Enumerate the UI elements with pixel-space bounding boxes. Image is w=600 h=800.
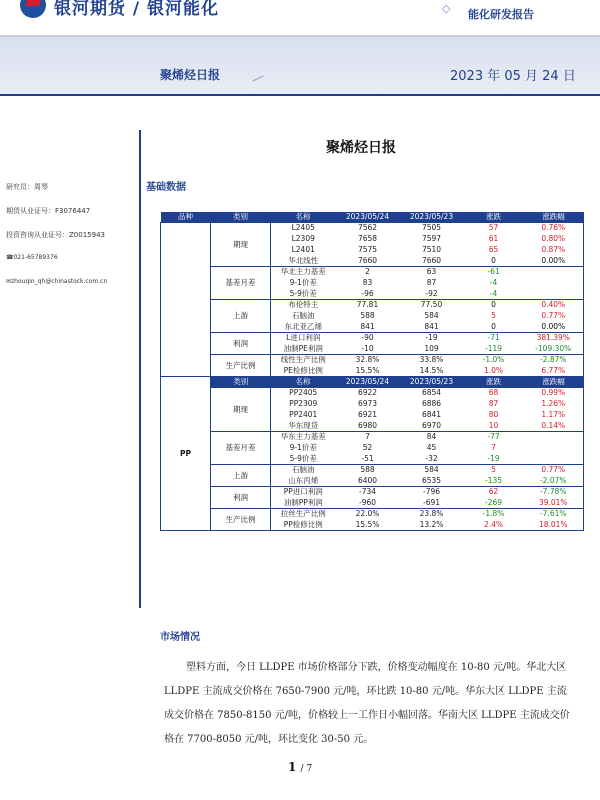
name-cell: 华东主力基差 bbox=[271, 432, 336, 443]
name-cell: PP进口利润 bbox=[271, 487, 336, 498]
basic-data-table bbox=[160, 212, 584, 531]
value-cell: 6921 bbox=[357, 410, 378, 420]
pct-cell: 39.01% bbox=[524, 498, 584, 509]
category-cell: 上游 bbox=[211, 465, 271, 487]
category-cell: 上游 bbox=[211, 300, 271, 333]
name-cell: 5-9价差 bbox=[271, 454, 336, 465]
value-cell: 7505 bbox=[400, 223, 464, 234]
header-cell: 品种 bbox=[161, 212, 211, 223]
product-cell: PP bbox=[161, 377, 211, 531]
change-cell: -71 bbox=[464, 333, 524, 344]
header-cell: 涨跌 bbox=[464, 377, 524, 388]
value-cell: 23.8% bbox=[400, 509, 464, 520]
change-cell: 61 bbox=[488, 234, 499, 244]
value-cell: -51 bbox=[361, 454, 374, 464]
change-cell: 7 bbox=[491, 443, 496, 453]
header-cell: 涨跌幅 bbox=[524, 377, 584, 388]
name-cell: 9-1价差 bbox=[271, 278, 336, 289]
change-cell: 65 bbox=[488, 245, 499, 255]
header-cell: 2023/05/23 bbox=[400, 212, 464, 223]
name-cell: PP2309 bbox=[271, 399, 336, 410]
name-cell: L2401 bbox=[271, 245, 336, 256]
change-cell: 68 bbox=[464, 388, 524, 399]
page-indicator bbox=[288, 760, 312, 774]
value-cell: 109 bbox=[424, 344, 439, 354]
value-cell: 588 bbox=[336, 465, 400, 476]
change-cell: 57 bbox=[464, 223, 524, 234]
value-cell: 2 bbox=[336, 267, 400, 278]
value-cell: 6886 bbox=[421, 399, 442, 409]
band-divider bbox=[0, 94, 600, 96]
table-row bbox=[161, 465, 584, 476]
pct-cell: -7.78% bbox=[524, 487, 584, 498]
change-cell: 87 bbox=[488, 399, 499, 409]
value-cell: 841 bbox=[360, 322, 375, 332]
category-cell: 利润 bbox=[211, 487, 271, 509]
table-header-row bbox=[161, 212, 584, 223]
change-cell: 5 bbox=[464, 465, 524, 476]
value-cell: 6854 bbox=[400, 388, 464, 399]
pct-cell: 18.01% bbox=[524, 520, 584, 531]
futures-license: 期货从业证号：F3076447 bbox=[6, 207, 91, 215]
email-address: ✉zhouqin_qh@chinastock.com.cn bbox=[6, 278, 108, 285]
value-cell: 6535 bbox=[421, 476, 442, 486]
table-row bbox=[161, 333, 584, 344]
top-bar bbox=[0, 0, 600, 32]
value-cell: 52 bbox=[362, 443, 373, 453]
change-cell: -4 bbox=[489, 289, 498, 299]
pct-cell: -7.61% bbox=[524, 509, 584, 520]
value-cell: 33.8% bbox=[400, 355, 464, 366]
value-cell: -19 bbox=[400, 333, 464, 344]
change-cell: 2.4% bbox=[464, 520, 524, 531]
name-cell: 油制PE利润 bbox=[271, 344, 336, 355]
pct-cell: 0.80% bbox=[524, 234, 584, 245]
value-cell: 84 bbox=[400, 432, 464, 443]
pct-cell: 0.87% bbox=[524, 245, 584, 256]
pct-cell: 381.39% bbox=[524, 333, 584, 344]
name-cell: PE检修比例 bbox=[271, 366, 336, 377]
pct-cell: 1.17% bbox=[524, 410, 584, 421]
value-cell: 7658 bbox=[357, 234, 378, 244]
name-cell: 华北线性 bbox=[271, 256, 336, 267]
value-cell: 6970 bbox=[421, 421, 442, 431]
value-cell: 6980 bbox=[357, 421, 378, 431]
value-cell: -734 bbox=[336, 487, 400, 498]
pct-cell: -109.30% bbox=[524, 344, 584, 355]
change-cell: 0 bbox=[464, 300, 524, 311]
name-cell: PP2405 bbox=[271, 388, 336, 399]
change-cell: -1.8% bbox=[464, 509, 524, 520]
change-cell: -119 bbox=[484, 344, 503, 354]
report-department: 能化研发报告 bbox=[468, 8, 534, 21]
header-cell: 2023/05/24 bbox=[336, 377, 400, 388]
value-cell: -32 bbox=[425, 454, 438, 464]
pct-cell: 0.00% bbox=[524, 256, 584, 267]
change-cell: 10 bbox=[488, 421, 499, 431]
value-cell: 584 bbox=[424, 311, 439, 321]
value-cell: 13.2% bbox=[400, 520, 464, 531]
name-cell: PP2401 bbox=[271, 410, 336, 421]
pct-cell: 0.99% bbox=[524, 388, 584, 399]
value-cell: 841 bbox=[424, 322, 439, 332]
name-cell: 油制PP利润 bbox=[271, 498, 336, 509]
change-cell: 0 bbox=[491, 256, 496, 266]
brand-name: 银河期货 / 银河能化 bbox=[54, 0, 220, 19]
vertical-divider bbox=[139, 130, 141, 608]
value-cell: 87 bbox=[426, 278, 437, 288]
value-cell: 7562 bbox=[336, 223, 400, 234]
table-row bbox=[161, 388, 584, 399]
table-row bbox=[161, 432, 584, 443]
table-row bbox=[161, 509, 584, 520]
value-cell: -96 bbox=[361, 289, 374, 299]
value-cell: -691 bbox=[422, 498, 441, 508]
value-cell: 7510 bbox=[421, 245, 442, 255]
change-cell: -61 bbox=[464, 267, 524, 278]
category-cell: 期现 bbox=[211, 388, 271, 432]
value-cell: 32.8% bbox=[336, 355, 400, 366]
section-market: 市场情况 bbox=[160, 632, 200, 643]
value-cell: 7660 bbox=[357, 256, 378, 266]
name-cell: PP检修比例 bbox=[271, 520, 336, 531]
category-cell: 生产比例 bbox=[211, 509, 271, 531]
header-cell: 涨跌幅 bbox=[524, 212, 584, 223]
name-cell: 石脑油 bbox=[271, 311, 336, 322]
value-cell: 15.5% bbox=[336, 366, 400, 377]
value-cell: -92 bbox=[425, 289, 438, 299]
name-cell: L2405 bbox=[271, 223, 336, 234]
value-cell: 15.5% bbox=[336, 520, 400, 531]
category-cell: 期现 bbox=[211, 223, 271, 267]
pct-cell: 0.76% bbox=[524, 223, 584, 234]
value-cell: 7660 bbox=[421, 256, 442, 266]
value-cell: 6922 bbox=[336, 388, 400, 399]
page-number: 1 bbox=[288, 760, 297, 774]
category-cell: 基差月差 bbox=[211, 267, 271, 300]
value-cell: 588 bbox=[360, 311, 375, 321]
change-cell: -77 bbox=[464, 432, 524, 443]
header-cell: 名称 bbox=[271, 212, 336, 223]
value-cell: 6400 bbox=[357, 476, 378, 486]
value-cell: 77.81 bbox=[336, 300, 400, 311]
change-cell: -135 bbox=[484, 476, 503, 486]
company-logo-icon bbox=[20, 0, 46, 18]
name-cell: 华北主力基差 bbox=[271, 267, 336, 278]
value-cell: 6841 bbox=[421, 410, 442, 420]
value-cell: 83 bbox=[362, 278, 373, 288]
value-cell: -796 bbox=[400, 487, 464, 498]
change-cell: -269 bbox=[484, 498, 503, 508]
header-cell: 2023/05/24 bbox=[336, 212, 400, 223]
pct-cell: 6.77% bbox=[524, 366, 584, 377]
change-cell: 1.0% bbox=[464, 366, 524, 377]
category-cell: 基差月差 bbox=[211, 432, 271, 465]
pct-cell bbox=[524, 267, 584, 278]
name-cell: 线性生产比例 bbox=[271, 355, 336, 366]
table-row bbox=[161, 223, 584, 234]
table-row bbox=[161, 487, 584, 498]
change-cell: -19 bbox=[487, 454, 500, 464]
name-cell: 华东现货 bbox=[271, 421, 336, 432]
section-basic-data: 基础数据 bbox=[146, 182, 186, 193]
name-cell: L进口利润 bbox=[271, 333, 336, 344]
value-cell: 63 bbox=[400, 267, 464, 278]
change-cell: 0 bbox=[491, 322, 496, 332]
pct-cell: 0.77% bbox=[524, 311, 584, 322]
change-cell: 80 bbox=[488, 410, 499, 420]
pct-cell: -2.07% bbox=[524, 476, 584, 487]
pct-cell: 0.77% bbox=[524, 465, 584, 476]
report-date: 2023 年 05 月 24 日 bbox=[450, 69, 576, 84]
change-cell: -4 bbox=[489, 278, 498, 288]
market-paragraph: 塑料方面，今日 LLDPE 市场价格部分下跌，价格变动幅度在 10-80 元/吨。华北大区 LLDPE 主流成交价格在 7650-7900 元/吨，环比跌 10-80 元/吨。华东大区 LLDPE 主流成交价格在 7850-8150 元/吨，价格较上一工作日小幅回落。华南大区 LLDPE 主流成交价格在 7700-8050 元/吨，环比变化 30-50 元。 bbox=[164, 662, 570, 745]
researcher-name: 研究员：周琴 bbox=[6, 183, 48, 191]
band-title: 聚烯烃日报 bbox=[160, 68, 221, 82]
value-cell: -960 bbox=[358, 498, 377, 508]
name-cell: 山东丙烯 bbox=[271, 476, 336, 487]
pct-cell bbox=[524, 443, 584, 454]
header-cell: 类别 bbox=[211, 212, 271, 223]
pct-cell bbox=[524, 454, 584, 465]
name-cell: L2309 bbox=[271, 234, 336, 245]
value-cell: 6973 bbox=[357, 399, 378, 409]
pct-cell: 0.40% bbox=[524, 300, 584, 311]
name-cell: 布伦特主 bbox=[271, 300, 336, 311]
category-cell: 生产比例 bbox=[211, 355, 271, 377]
pct-cell bbox=[524, 278, 584, 289]
value-cell: 77.50 bbox=[400, 300, 464, 311]
value-cell: 584 bbox=[400, 465, 464, 476]
value-cell: 7575 bbox=[357, 245, 378, 255]
value-cell: 7 bbox=[336, 432, 400, 443]
name-cell: 5-9价差 bbox=[271, 289, 336, 300]
header-cell: 2023/05/23 bbox=[400, 377, 464, 388]
consult-license: 投资咨询从业证号：Z0015943 bbox=[6, 231, 105, 239]
pct-cell: 0.14% bbox=[524, 421, 584, 432]
header-cell: 名称 bbox=[271, 377, 336, 388]
pct-cell: 1.26% bbox=[524, 399, 584, 410]
value-cell: -10 bbox=[361, 344, 374, 354]
name-cell: 东北亚乙烯 bbox=[271, 322, 336, 333]
value-cell: 14.5% bbox=[400, 366, 464, 377]
pct-cell: -2.87% bbox=[524, 355, 584, 366]
header-cell: 类别 bbox=[211, 377, 271, 388]
change-cell: 5 bbox=[491, 311, 496, 321]
page-total: / 7 bbox=[300, 764, 313, 774]
table-header-row bbox=[161, 377, 584, 388]
name-cell: 拉丝生产比例 bbox=[271, 509, 336, 520]
value-cell: 45 bbox=[426, 443, 437, 453]
value-cell: 7597 bbox=[421, 234, 442, 244]
name-cell: 石脑油 bbox=[271, 465, 336, 476]
name-cell: 9-1价差 bbox=[271, 443, 336, 454]
value-cell: 22.0% bbox=[336, 509, 400, 520]
pct-cell bbox=[524, 432, 584, 443]
table-row bbox=[161, 300, 584, 311]
diamond-icon: ◇ bbox=[442, 2, 451, 15]
table-row bbox=[161, 355, 584, 366]
pct-cell bbox=[524, 289, 584, 300]
product-cell bbox=[161, 223, 211, 377]
document-title: 聚烯烃日报 bbox=[326, 140, 396, 156]
category-cell: 利润 bbox=[211, 333, 271, 355]
change-cell: -1.0% bbox=[464, 355, 524, 366]
value-cell: -90 bbox=[336, 333, 400, 344]
table-row bbox=[161, 267, 584, 278]
change-cell: 62 bbox=[464, 487, 524, 498]
pct-cell: 0.00% bbox=[524, 322, 584, 333]
header-cell: 涨跌 bbox=[464, 212, 524, 223]
phone-number: ☎021-65789376 bbox=[6, 254, 58, 261]
